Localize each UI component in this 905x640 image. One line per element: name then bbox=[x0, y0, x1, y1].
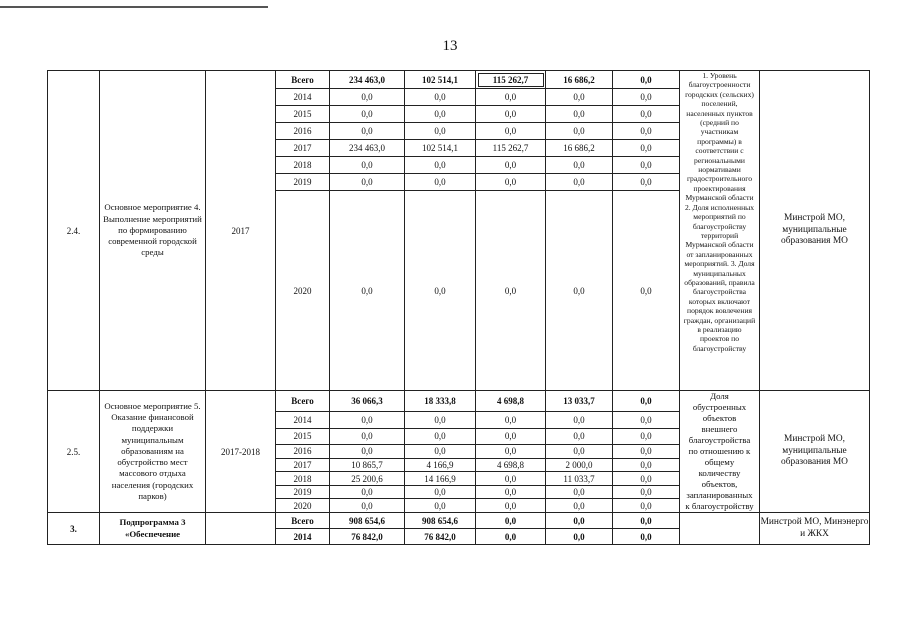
indicators-cell: 1. Уровень благоустроенности городских (сельских) поселений, населенных пунктов (средний по участникам программы) в соответствии с региональными нормативами градостроительного проектирования Мурманской области 2. Доля исполненных мероприятий по благоустройству территорий Мурманской области от запланированных мероприятий. 3. Доля муниципальных образований, правила благоустройства которых включают порядок вовлечения граждан, организаций в реализацию проектов по благоустройству bbox=[680, 71, 760, 391]
year-cell: 2020 bbox=[276, 191, 330, 391]
amount-cell: 0,0 bbox=[405, 89, 476, 106]
amount-cell: 0,0 bbox=[613, 71, 680, 89]
year-cell: Всего bbox=[276, 513, 330, 529]
total-cell: 0,0 bbox=[330, 445, 405, 459]
total-cell: 76 842,0 bbox=[330, 529, 405, 545]
total-cell: 908 654,6 bbox=[330, 513, 405, 529]
amount-cell: 0,0 bbox=[613, 499, 680, 513]
year-cell: 2015 bbox=[276, 428, 330, 445]
total-cell: 0,0 bbox=[330, 411, 405, 428]
amount-cell: 0,0 bbox=[613, 140, 680, 157]
total-cell: 0,0 bbox=[330, 499, 405, 513]
amount-cell: 0,0 bbox=[546, 513, 613, 529]
amount-cell: 0,0 bbox=[613, 513, 680, 529]
amount-cell: 0,0 bbox=[613, 191, 680, 391]
total-cell: 36 066,3 bbox=[330, 391, 405, 412]
amount-cell: 0,0 bbox=[613, 458, 680, 472]
amount-cell: 115 262,7 bbox=[476, 140, 546, 157]
amount-cell: 0,0 bbox=[476, 106, 546, 123]
year-cell: 2020 bbox=[276, 499, 330, 513]
year-cell: 2015 bbox=[276, 106, 330, 123]
year-cell: 2018 bbox=[276, 472, 330, 486]
amount-cell: 0,0 bbox=[476, 428, 546, 445]
row-number: 2.4. bbox=[48, 71, 100, 391]
amount-cell: 0,0 bbox=[476, 174, 546, 191]
amount-cell: 0,0 bbox=[546, 106, 613, 123]
amount-cell: 0,0 bbox=[476, 123, 546, 140]
amount-cell: 0,0 bbox=[613, 157, 680, 174]
amount-cell: 13 033,7 bbox=[546, 391, 613, 412]
period: 2017 bbox=[206, 71, 276, 391]
year-cell: 2014 bbox=[276, 529, 330, 545]
amount-cell: 0,0 bbox=[405, 157, 476, 174]
year-cell: Всего bbox=[276, 391, 330, 412]
amount-cell: 0,0 bbox=[613, 428, 680, 445]
amount-cell: 16 686,2 bbox=[546, 140, 613, 157]
year-cell: 2017 bbox=[276, 140, 330, 157]
year-cell: 2019 bbox=[276, 174, 330, 191]
amount-cell: 0,0 bbox=[546, 157, 613, 174]
amount-cell: 0,0 bbox=[405, 411, 476, 428]
total-cell: 234 463,0 bbox=[330, 71, 405, 89]
total-cell: 0,0 bbox=[330, 89, 405, 106]
amount-cell: 0,0 bbox=[546, 123, 613, 140]
amount-cell: 102 514,1 bbox=[405, 71, 476, 89]
amount-cell: 0,0 bbox=[405, 106, 476, 123]
total-cell: 0,0 bbox=[330, 123, 405, 140]
total-cell: 234 463,0 bbox=[330, 140, 405, 157]
row-number: 3. bbox=[48, 513, 100, 545]
amount-cell: 76 842,0 bbox=[405, 529, 476, 545]
amount-cell: 0,0 bbox=[613, 445, 680, 459]
amount-cell: 0,0 bbox=[405, 123, 476, 140]
page-number: 13 bbox=[442, 38, 458, 54]
amount-cell: 0,0 bbox=[405, 191, 476, 391]
amount-cell: 4 166,9 bbox=[405, 458, 476, 472]
amount-cell: 0,0 bbox=[476, 499, 546, 513]
amount-cell: 0,0 bbox=[476, 89, 546, 106]
table-row bbox=[48, 391, 870, 412]
total-cell: 0,0 bbox=[330, 106, 405, 123]
amount-cell: 0,0 bbox=[405, 485, 476, 499]
amount-cell: 0,0 bbox=[405, 174, 476, 191]
amount-cell: 0,0 bbox=[476, 513, 546, 529]
amount-cell: 0,0 bbox=[405, 445, 476, 459]
amount-cell: 0,0 bbox=[613, 472, 680, 486]
amount-cell: 14 166,9 bbox=[405, 472, 476, 486]
amount-cell: 0,0 bbox=[546, 428, 613, 445]
amount-cell: 0,0 bbox=[613, 123, 680, 140]
amount-cell: 0,0 bbox=[476, 529, 546, 545]
activity-name: Подпрограмма 3 «Обеспечение bbox=[100, 513, 206, 545]
period bbox=[206, 513, 276, 545]
total-cell: 0,0 bbox=[330, 191, 405, 391]
total-cell: 0,0 bbox=[330, 428, 405, 445]
amount-cell: 0,0 bbox=[613, 89, 680, 106]
amount-cell: 0,0 bbox=[405, 428, 476, 445]
total-cell: 0,0 bbox=[330, 157, 405, 174]
amount-cell: 0,0 bbox=[546, 445, 613, 459]
total-cell: 0,0 bbox=[330, 174, 405, 191]
amount-cell: 18 333,8 bbox=[405, 391, 476, 412]
amount-cell: 0,0 bbox=[476, 485, 546, 499]
amount-cell: 16 686,2 bbox=[546, 71, 613, 89]
year-cell: 2014 bbox=[276, 89, 330, 106]
year-cell: 2019 bbox=[276, 485, 330, 499]
amount-cell: 102 514,1 bbox=[405, 140, 476, 157]
year-cell: Всего bbox=[276, 71, 330, 89]
amount-cell: 0,0 bbox=[476, 191, 546, 391]
total-cell: 25 200,6 bbox=[330, 472, 405, 486]
executor-cell: Минстрой МО, Минэнерго и ЖКХ bbox=[760, 513, 870, 545]
year-cell: 2016 bbox=[276, 123, 330, 140]
row-number: 2.5. bbox=[48, 391, 100, 513]
header-rule bbox=[0, 6, 268, 8]
table-row bbox=[48, 513, 870, 529]
budget-table bbox=[47, 70, 870, 545]
indicators-cell bbox=[680, 513, 760, 545]
amount-cell: 0,0 bbox=[613, 529, 680, 545]
amount-cell: 0,0 bbox=[546, 499, 613, 513]
activity-name: Основное мероприятие 4. Выполнение мероприятий по формированию современной городской среды bbox=[100, 71, 206, 391]
amount-cell: 0,0 bbox=[613, 411, 680, 428]
table-row bbox=[48, 71, 870, 89]
amount-cell: 0,0 bbox=[476, 411, 546, 428]
total-cell: 0,0 bbox=[330, 485, 405, 499]
amount-cell: 0,0 bbox=[613, 485, 680, 499]
amount-cell: 0,0 bbox=[546, 411, 613, 428]
amount-cell: 2 000,0 bbox=[546, 458, 613, 472]
period: 2017-2018 bbox=[206, 391, 276, 513]
amount-cell: 0,0 bbox=[476, 445, 546, 459]
year-cell: 2016 bbox=[276, 445, 330, 459]
amount-cell: 0,0 bbox=[546, 89, 613, 106]
activity-name: Основное мероприятие 5. Оказание финансовой поддержки муниципальным образованиям на обустройство мест массового отдыха населения (городских парков) bbox=[100, 391, 206, 513]
amount-cell: 0,0 bbox=[613, 106, 680, 123]
amount-cell: 0,0 bbox=[546, 529, 613, 545]
year-cell: 2018 bbox=[276, 157, 330, 174]
year-cell: 2017 bbox=[276, 458, 330, 472]
executor-cell: Минстрой МО, муниципальные образования МО bbox=[760, 71, 870, 391]
total-cell: 10 865,7 bbox=[330, 458, 405, 472]
indicators-cell: Доля обустроенных объектов внешнего благоустройства по отношению к общему количеству объектов, запланированных к благоустройству bbox=[680, 391, 760, 513]
amount-cell: 0,0 bbox=[613, 174, 680, 191]
amount-cell: 4 698,8 bbox=[476, 458, 546, 472]
amount-cell: 0,0 bbox=[613, 391, 680, 412]
amount-cell: 4 698,8 bbox=[476, 391, 546, 412]
amount-cell: 0,0 bbox=[476, 157, 546, 174]
amount-cell: 0,0 bbox=[546, 485, 613, 499]
amount-cell: 0,0 bbox=[405, 499, 476, 513]
amount-cell: 115 262,7 bbox=[476, 71, 546, 89]
amount-cell: 908 654,6 bbox=[405, 513, 476, 529]
amount-cell: 0,0 bbox=[476, 472, 546, 486]
amount-cell: 11 033,7 bbox=[546, 472, 613, 486]
executor-cell: Минстрой МО, муниципальные образования МО bbox=[760, 391, 870, 513]
year-cell: 2014 bbox=[276, 411, 330, 428]
amount-cell: 0,0 bbox=[546, 191, 613, 391]
amount-cell: 0,0 bbox=[546, 174, 613, 191]
